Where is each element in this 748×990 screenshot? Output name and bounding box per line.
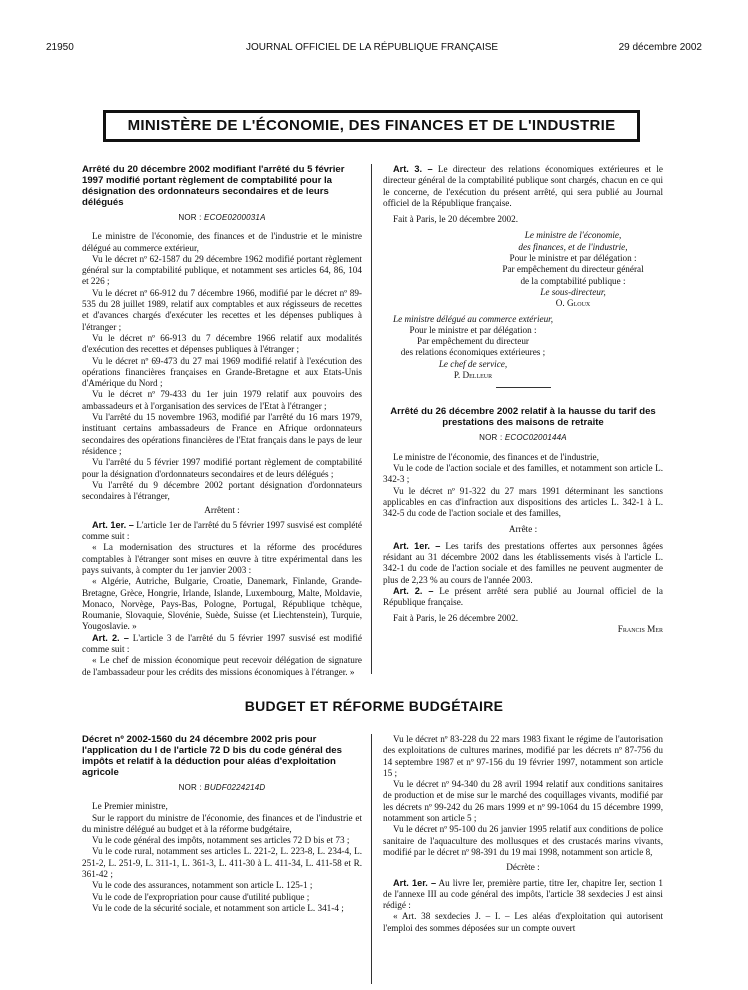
paragraph: Vu le décret nº 79-433 du 1er juin 1979 relatif aux pouvoirs des ambassadeurs et à l'organisation des services de l'Etat à l'étranger ;: [82, 389, 362, 411]
article-1: [82, 520, 362, 543]
article-label: Art. 2. –: [92, 632, 129, 643]
paragraph: Le Premier ministre,: [92, 801, 168, 812]
quote: « La modernisation des structures et la réforme des procédures comptables à l'étranger sont mises en œuvre à titre expérimental dans les pays suivants, à compter du 1er janvier 2003 :: [82, 542, 362, 575]
journal-title: JOURNAL OFFICIEL DE LA RÉPUBLIQUE FRANÇAISE: [246, 42, 499, 53]
sig-line: Pour le ministre et par délégation :: [509, 253, 637, 264]
paragraph: Vu le code rural, notamment ses articles L. 221-2, L. 223-8, L. 234-4, L. 251-2, L. 251-9, L. 311-1, L. 361-3, L. 411-30 à L. 411-34, L. 411-58 et R. 361-42 ;: [82, 846, 362, 880]
nor-code: BUDF0224214D: [204, 783, 266, 792]
article-label: Art. 1er. –: [393, 540, 441, 551]
column-divider: [371, 734, 372, 984]
paragraph: Le ministre de l'économie, des finances et de l'industrie,: [393, 451, 599, 462]
decrete-word: Décrète :: [506, 862, 540, 873]
paragraph: Vu le code de l'expropriation pour cause d'utilité publique ;: [92, 891, 310, 902]
article-text: Le directeur des relations économiques extérieures et le directeur général de la comptabilité publique sont chargés, chacun en ce qui le concerne, de l'exécution du présent arrêté, qui sera publié au Journal officiel de la République française.: [383, 164, 663, 208]
arrete1-left-column: [82, 164, 362, 678]
article-1: [383, 878, 663, 912]
paragraph: Vu le décret nº 95-100 du 26 janvier 1995 relatif aux conditions de police sanitaire de l'aquaculture des mollusques et des crustacés marins vivants, modifié par le décret nº 98-391 du 19 mai 1998, notamment son article 8,: [383, 824, 663, 857]
paragraph: Vu le code général des impôts, notamment ses articles 72 D bis et 73 ;: [92, 835, 350, 846]
decret-left-column: [82, 734, 362, 914]
arrete2-title: Arrêté du 26 décembre 2002 relatif à la hausse du tarif des prestations des maisons de retraite: [390, 406, 656, 429]
article-2: [82, 633, 362, 656]
separator: [496, 387, 551, 388]
quote: « Algérie, Autriche, Bulgarie, Croatie, Danemark, Finlande, Grande-Bretagne, Grèce, Hongrie, Irlande, Islande, Luxembourg, Malte, Moldavie, Monaco, Norvège, Pays-Bas, Pologne, Portugal, République tchèque, Roumanie, Slovaquie, Slovénie, Suède, Suisse (et Liechtenstein), Turquie, Yougoslavie. »: [82, 576, 362, 632]
signatory-name: O. Gloux: [555, 298, 591, 309]
section-title: BUDGET ET RÉFORME BUDGÉTAIRE: [244, 698, 504, 714]
signature-block-2: [383, 314, 563, 382]
article-3: [383, 164, 663, 209]
nor-label: NOR :: [479, 433, 503, 443]
signatory-name: P. Delleur: [453, 370, 493, 381]
nor-code: ECOC0200144A: [504, 433, 567, 443]
right-column-top: [383, 164, 663, 635]
paragraph: Vu le code de la sécurité sociale, et notamment son article L. 341-4 ;: [92, 902, 344, 913]
decret-nor: [82, 782, 362, 793]
nor-label: NOR :: [178, 783, 202, 792]
done-at: Fait à Paris, le 20 décembre 2002.: [393, 214, 519, 225]
nor-code: ECOE0200031A: [204, 213, 266, 222]
issue-date: 29 décembre 2002: [618, 42, 702, 53]
sig-line: Le ministre délégué au commerce extérieur,: [392, 313, 554, 324]
done-at: Fait à Paris, le 26 décembre 2002.: [393, 612, 519, 623]
paragraph: Vu l'arrêté du 15 novembre 1963, modifié par l'arrêté du 16 mars 1979, instituant certains ambassadeurs de France en Afrique ordonnateurs secondaires des opérations financières de l'Etat français dans le pays de leur résidence ;: [82, 412, 362, 456]
arrete2-nor: [383, 432, 663, 443]
paragraph: Vu l'arrêté du 9 décembre 2002 portant désignation d'ordonnateurs secondaires à l'étranger,: [82, 479, 362, 502]
sig-line: Le sous-directeur,: [540, 286, 606, 297]
quote: « Le chef de mission économique peut recevoir délégation de signature de l'ambassadeur pour les crédits des missions économiques à l'étranger. »: [82, 655, 362, 677]
paragraph: Le ministre de l'économie, des finances et de l'industrie et le ministre délégué au commerce extérieur,: [82, 231, 362, 253]
article-label: Art. 1er. –: [92, 519, 134, 530]
article-text: Au livre Ier, première partie, titre Ier, chapitre Ier, section 1 de l'annexe III au code général des impôts, l'article 38 sexdecies J est ainsi rédigé :: [383, 877, 664, 911]
sig-line: des finances, et de l'industrie,: [518, 241, 628, 252]
article-38-quote: « Art. 38 sexdecies J. – I. – Les aléas d'exploitation qui autorisent l'emploi des sommes déposées sur un compte ouvert: [383, 911, 663, 933]
paragraph: Sur le rapport du ministre de l'économie, des finances et de l'industrie et du ministre délégué au budget et à la réforme budgétaire,: [82, 812, 362, 834]
sig-line: Le ministre de l'économie,: [524, 230, 622, 241]
paragraph: Vu le code de l'action sociale et des familles, et notamment son article L. 342-3 ;: [383, 462, 663, 485]
article-label: Art. 3. –: [393, 164, 433, 174]
article-text: L'article 1er de l'arrêté du 5 février 1997 susvisé est complété comme suit :: [82, 519, 363, 542]
arrete-word: Arrête :: [508, 524, 538, 535]
decret-right-column: [383, 734, 663, 934]
paragraph: Vu le décret nº 62-1587 du 29 décembre 1962 modifié portant règlement général sur la comptabilité publique, et notamment ses articles 64, 86, 104 et 226 ;: [82, 253, 362, 287]
arrete1-title: Arrêté du 20 décembre 2002 modifiant l'arrêté du 5 février 1997 modifié portant règlement de comptabilité pour la désignation des ordonnateurs secondaires et de leurs délégués: [82, 164, 345, 208]
sig-line: Par empêchement du directeur général: [502, 264, 644, 275]
signatory-name: Francis Mer: [617, 623, 663, 634]
paragraph: Vu le décret nº 94-340 du 28 avril 1994 relatif aux conditions sanitaires de production et de mise sur le marché des coquillages vivants, modifié par les décrets nº 99-242 du 26 mars 1999 et nº 99-1064 du 15 décembre 1999, notamment son article 5 ;: [383, 779, 663, 824]
article-2: [383, 586, 663, 609]
paragraph: Vu le décret nº 66-913 du 7 décembre 1966 relatif aux modalités d'exécution des recettes et dépenses publiques à l'étranger ;: [82, 332, 362, 355]
sig-line: Le chef de service,: [438, 358, 508, 369]
arretent: Arrêtent :: [204, 505, 240, 516]
article-1: [383, 541, 663, 586]
column-divider: [371, 164, 372, 674]
page-header: [0, 42, 748, 56]
sig-line: Pour le ministre et par délégation :: [409, 324, 537, 335]
paragraph: Vu le décret nº 66-912 du 7 décembre 1966, modifié par le décret nº 89-535 du 28 juillet 1989, relatif aux comptables et aux régisseurs de recettes et d'avances chargés d'exécuter les recettes et les dépenses publiques à l'étranger ;: [82, 287, 362, 332]
ministry-heading: MINISTÈRE DE L'ÉCONOMIE, DES FINANCES ET DE L'INDUSTRIE: [103, 110, 640, 142]
paragraph: Vu l'arrêté du 5 février 1997 modifié portant règlement de comptabilité pour la désignation d'ordonnateurs secondaires et de leurs délégués ;: [82, 457, 362, 479]
paragraph: Vu le décret nº 83-228 du 22 mars 1983 fixant le régime de l'autorisation des exploitations de cultures marines, modifié par les décrets nº 87-756 du 14 septembre 1987 et nº 97-156 du 19 février 1997, notamment son article 15 ;: [383, 734, 663, 778]
sig-line: des relations économiques extérieures ;: [400, 347, 546, 358]
sig-line: Par empêchement du directeur: [417, 336, 529, 347]
paragraph: Vu le code des assurances, notamment son article L. 125-1 ;: [92, 880, 313, 891]
sig-line: de la comptabilité publique :: [520, 275, 626, 286]
article-text: Les tarifs des prestations offertes aux personnes âgées résidant au 31 décembre 2002 dans les établissements visés à l'article L. 342-1 du code de l'action sociale et des familles ne peuvent augmenter de plus de 2,23 % au cours de l'année 2003.: [383, 540, 663, 585]
article-label: Art. 2. –: [393, 585, 434, 596]
signature-block-1: [483, 230, 663, 309]
paragraph: Vu le décret nº 91-322 du 27 mars 1991 déterminant les sanctions applicables en cas d'infraction aux dispositions des articles L. 342-1 à L. 342-5 du code de l'action sociale et des familles,: [383, 485, 663, 519]
page-number: 21950: [46, 42, 74, 53]
nor-label: NOR :: [178, 213, 202, 222]
decret-title: Décret nº 2002-1560 du 24 décembre 2002 pris pour l'application du I de l'article 72 D bis du code général des impôts et relatif à la déduction pour aléas d'exploitation agricole: [82, 734, 342, 778]
article-label: Art. 1er. –: [393, 877, 437, 888]
paragraph: Vu le décret nº 69-473 du 27 mai 1969 modifié relatif à l'exécution des opérations financières françaises en Grande-Bretagne et aux Etats-Unis d'Amérique du Nord ;: [82, 355, 362, 389]
arrete1-nor: [82, 212, 362, 223]
article-text: L'article 3 de l'arrêté du 5 février 1997 susvisé est modifié comme suit :: [82, 632, 363, 654]
article-text: Le présent arrêté sera publié au Journal officiel de la République française.: [383, 585, 663, 608]
